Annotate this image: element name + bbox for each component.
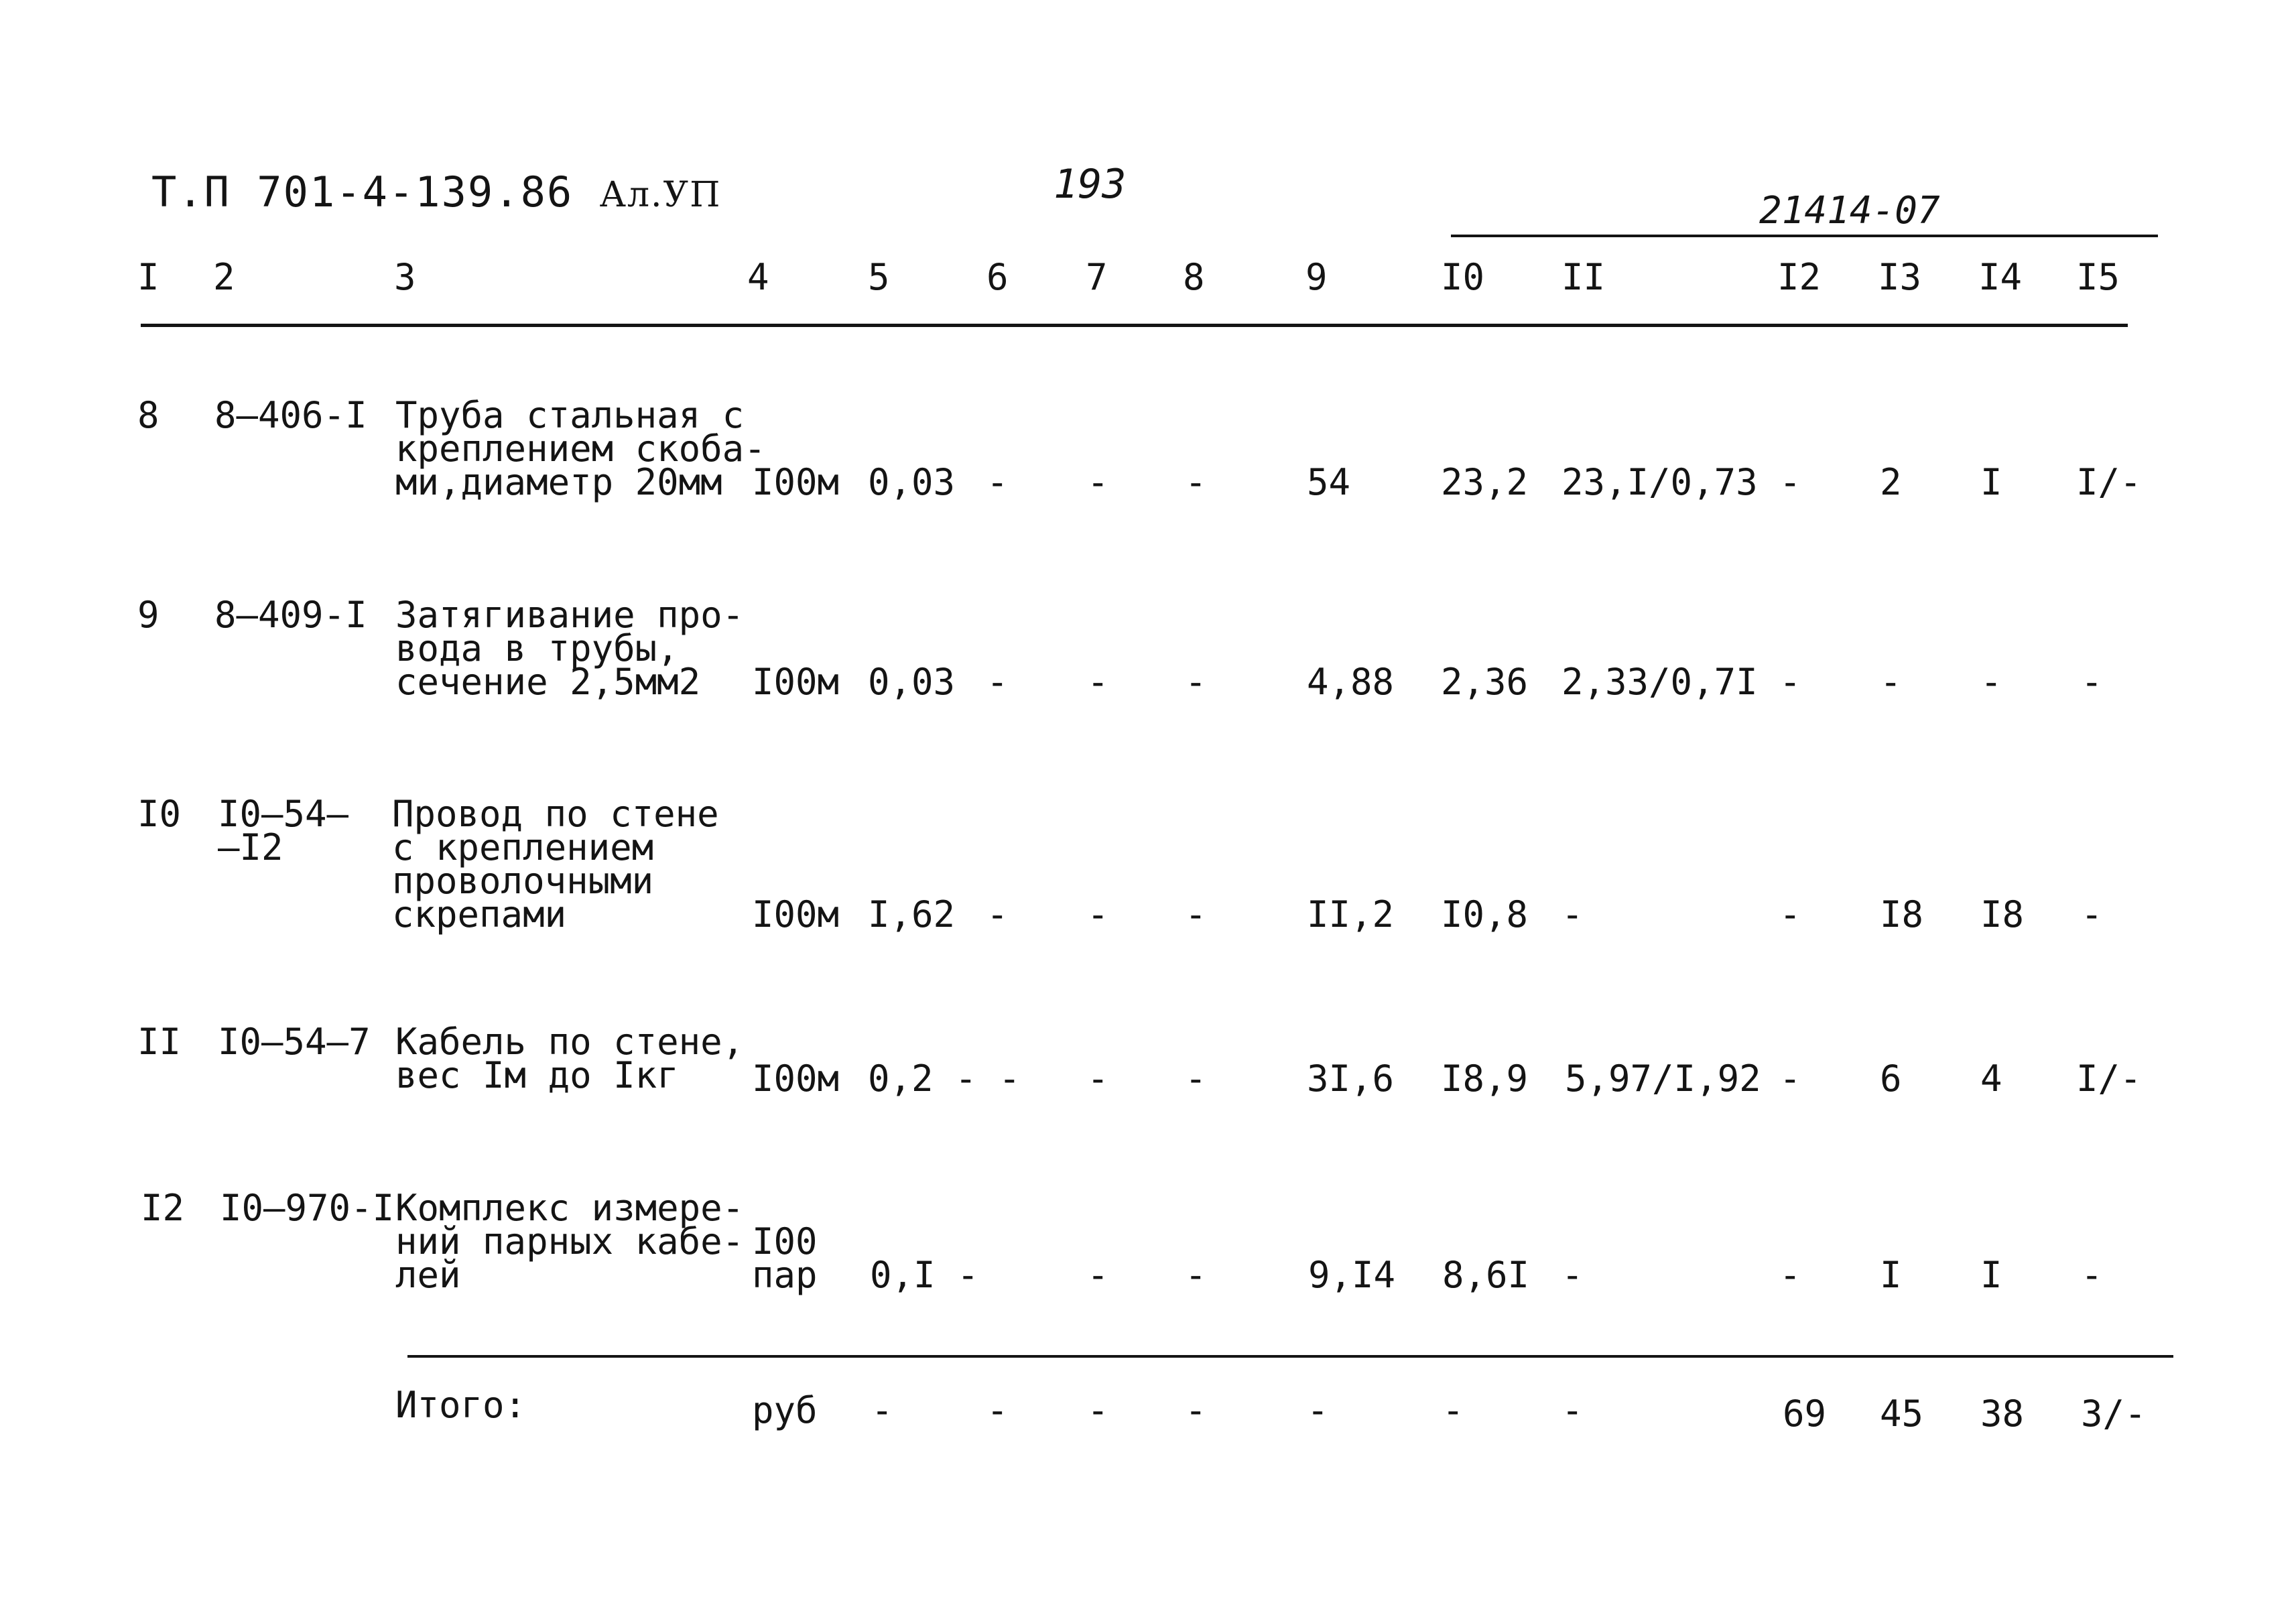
row-col10: I0,8 xyxy=(1441,893,1529,936)
row-qty: 0,03 xyxy=(868,661,956,703)
total-col15: 3/- xyxy=(2081,1393,2147,1435)
row-col15: - xyxy=(2081,1254,2103,1296)
document-code xyxy=(151,168,721,216)
col-header-13: I3 xyxy=(1878,256,1922,298)
row-code: I0–970-I xyxy=(220,1187,395,1229)
col-header-12: I2 xyxy=(1777,256,1822,298)
col-header-11: II xyxy=(1561,256,1606,298)
row-col10: 8,6I xyxy=(1442,1254,1530,1296)
col-header-4: 4 xyxy=(747,256,769,298)
total-col13: 45 xyxy=(1880,1393,1924,1435)
row-number: I0 xyxy=(137,793,182,835)
row-col14: - xyxy=(1980,661,2002,703)
row-col6: - xyxy=(986,893,1009,936)
col-header-2: 2 xyxy=(213,256,235,298)
row-col8: - xyxy=(1185,1057,1207,1100)
row-col9: II,2 xyxy=(1307,893,1395,936)
row-col11: 23,I/0,73 xyxy=(1561,461,1758,503)
row-description: Провод по стене с креплением проволочными скрепами xyxy=(392,793,719,936)
row-col11: - xyxy=(1561,893,1584,936)
row-col9: 3I,6 xyxy=(1307,1057,1395,1100)
col-header-3: 3 xyxy=(394,256,416,298)
row-number: I2 xyxy=(141,1187,185,1229)
row-number: 8 xyxy=(137,394,160,436)
row-col15: - xyxy=(2081,893,2103,936)
total-label: Итого: xyxy=(395,1384,527,1426)
row-description: Комплекс измере- ний парных кабе- лей xyxy=(395,1187,745,1296)
col-header-14: I4 xyxy=(1978,256,2023,298)
row-col9: 54 xyxy=(1307,461,1351,503)
row-col14: 4 xyxy=(1980,1057,2002,1100)
row-col11: - xyxy=(1561,1254,1584,1296)
row-col10: I8,9 xyxy=(1441,1057,1529,1100)
row-col13: - xyxy=(1880,661,1902,703)
row-description: Кабель по стене, вес Iм до Iкг xyxy=(395,1021,745,1096)
row-code: 8–406-I xyxy=(214,394,367,436)
col-header-9: 9 xyxy=(1305,256,1328,298)
row-col7: - xyxy=(1087,1057,1109,1100)
total-rule xyxy=(407,1355,2173,1358)
album-label: Ал.УП xyxy=(599,175,722,215)
total-col9: - xyxy=(1307,1389,1329,1431)
row-qty: 0,03 xyxy=(868,461,956,503)
col-header-7: 7 xyxy=(1086,256,1108,298)
row-col12: - xyxy=(1779,1057,1801,1100)
total-col10: - xyxy=(1442,1389,1464,1431)
total-col6: - xyxy=(986,1389,1009,1431)
row-col12: - xyxy=(1779,461,1801,503)
total-unit: руб xyxy=(752,1389,818,1431)
row-number: II xyxy=(137,1021,182,1063)
row-col6: - xyxy=(986,661,1009,703)
row-col12: - xyxy=(1779,893,1801,936)
row-col12: - xyxy=(1779,1254,1801,1296)
header-rule-top xyxy=(1451,235,2158,237)
row-code: 8–409-I xyxy=(214,594,367,636)
row-description: Затягивание про- вода в трубы, сечение 2,5мм2 xyxy=(395,594,745,703)
row-unit: I00 пар xyxy=(752,1220,818,1296)
row-qty: 0,I - xyxy=(870,1254,979,1296)
row-code: I0–54– –I2 xyxy=(218,793,349,869)
total-col14: 38 xyxy=(1980,1393,2025,1435)
col-header-15: I5 xyxy=(2076,256,2120,298)
row-col13: I xyxy=(1880,1254,1902,1296)
page-number: 193 xyxy=(1054,161,1127,208)
total-col12: 69 xyxy=(1783,1393,1827,1435)
row-number: 9 xyxy=(137,594,160,636)
total-col11: - xyxy=(1561,1389,1584,1431)
row-col7: - xyxy=(1087,893,1109,936)
row-unit: I00м xyxy=(752,661,840,703)
row-col8: - xyxy=(1185,461,1207,503)
row-col15: I/- xyxy=(2076,461,2142,503)
row-qty: I,62 xyxy=(868,893,956,936)
total-col7: - xyxy=(1087,1389,1109,1431)
row-col14: I xyxy=(1980,461,2002,503)
row-col14: I8 xyxy=(1980,893,2025,936)
row-col8: - xyxy=(1185,661,1207,703)
row-col9: 9,I4 xyxy=(1308,1254,1396,1296)
total-col8: - xyxy=(1185,1389,1207,1431)
row-col7: - xyxy=(1087,1254,1109,1296)
row-col10: 2,36 xyxy=(1441,661,1529,703)
row-col7: - xyxy=(1087,461,1109,503)
row-col6: - xyxy=(986,461,1009,503)
row-col11: 5,97/I,92 xyxy=(1565,1057,1761,1100)
row-unit: I00м xyxy=(752,1057,840,1100)
row-col15: - xyxy=(2081,661,2103,703)
row-col8: - xyxy=(1185,1254,1207,1296)
row-unit: I00м xyxy=(752,893,840,936)
document-code-text: Т.П 701-4-139.86 xyxy=(151,168,574,216)
header-rule-bottom xyxy=(141,324,2128,327)
row-qty: 0,2 - - xyxy=(868,1057,1021,1100)
row-col13: 6 xyxy=(1880,1057,1902,1100)
row-col13: I8 xyxy=(1880,893,1924,936)
row-col15: I/- xyxy=(2076,1057,2142,1100)
col-header-10: I0 xyxy=(1441,256,1485,298)
row-code: I0–54–7 xyxy=(218,1021,371,1063)
row-col7: - xyxy=(1087,661,1109,703)
row-unit: I00м xyxy=(752,461,840,503)
row-col10: 23,2 xyxy=(1441,461,1529,503)
row-description: Труба стальная с креплением скоба- ми,диаметр 20мм xyxy=(395,394,766,503)
row-col8: - xyxy=(1185,893,1207,936)
row-col14: I xyxy=(1980,1254,2002,1296)
row-col13: 2 xyxy=(1880,461,1902,503)
col-header-6: 6 xyxy=(986,256,1009,298)
total-col5: - xyxy=(871,1389,893,1431)
row-col11: 2,33/0,7I xyxy=(1561,661,1758,703)
inventory-number: 21414-07 xyxy=(1759,189,1940,233)
col-header-8: 8 xyxy=(1183,256,1205,298)
col-header-1: I xyxy=(137,256,160,298)
row-col12: - xyxy=(1779,661,1801,703)
col-header-5: 5 xyxy=(868,256,890,298)
row-col9: 4,88 xyxy=(1307,661,1395,703)
